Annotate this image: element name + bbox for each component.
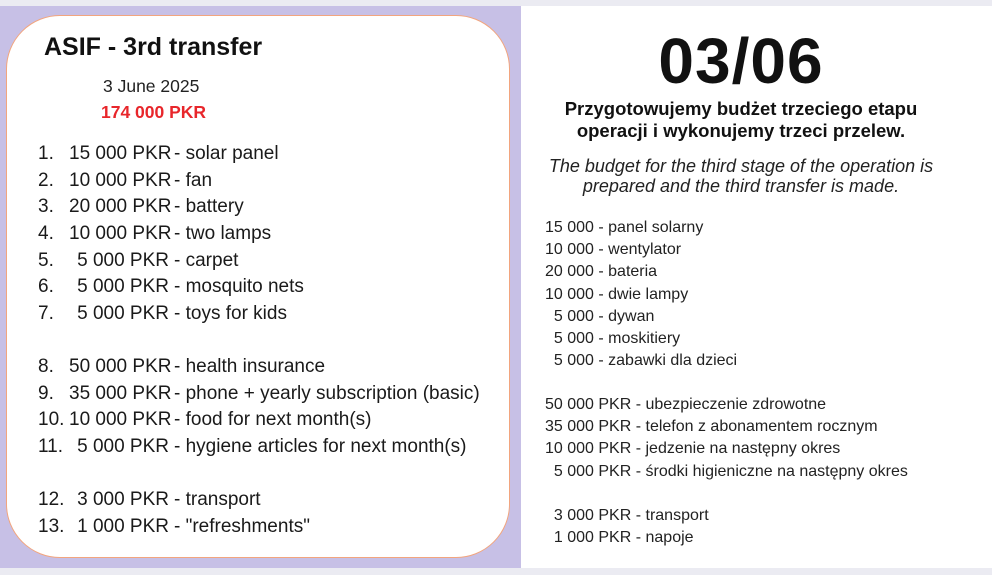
item-amount: 10 000 PKR [69, 169, 172, 191]
item-amount: 35 000 PKR [69, 382, 172, 404]
polish-heading [521, 98, 961, 142]
list-item: 5 000 - dywan [545, 307, 655, 325]
list-item: 35 000 PKR - telefon z abonamentem rocznym [545, 418, 878, 436]
item-amount: 1 000 PKR [77, 515, 169, 537]
item-label: - carpet [174, 249, 239, 271]
item-number: 4. [38, 223, 54, 245]
item-amount: 15 000 PKR [69, 143, 172, 164]
list-item: 1 000 PKR - napoje [545, 529, 694, 547]
item-label: - hygiene articles for next month(s) [174, 436, 467, 458]
polish-list-other [545, 505, 709, 549]
item-number: 1. [38, 143, 54, 164]
item-label: - solar panel [174, 143, 279, 164]
list-item [38, 354, 480, 381]
item-number: 3. [38, 196, 54, 218]
list-item: 5 000 - zabawki dla dzieci [545, 352, 738, 370]
item-amount: 3 000 PKR [77, 489, 169, 510]
item-label: - "refreshments" [174, 515, 310, 537]
item-number: 13. [38, 515, 65, 537]
item-label: - transport [174, 489, 261, 510]
item-amount: 5 000 PKR [77, 276, 169, 298]
item-label: - toys for kids [174, 303, 287, 325]
expense-list-equipment [38, 141, 304, 328]
list-item [38, 434, 480, 461]
transfer-card [6, 15, 510, 558]
item-number: 6. [38, 276, 54, 298]
polish-list-services [545, 394, 908, 483]
list-item [38, 301, 304, 328]
expense-list-services [38, 354, 480, 461]
list-item [38, 168, 304, 195]
polish-heading-line-1: Przygotowujemy budżet trzeciego etapu [564, 98, 918, 119]
card-title: ASIF - 3rd transfer [44, 33, 263, 61]
item-number: 9. [38, 382, 54, 404]
item-amount: 50 000 PKR [69, 356, 172, 377]
list-item [38, 221, 304, 248]
item-label: - mosquito nets [174, 276, 304, 298]
item-number: 12. [38, 489, 65, 510]
right-panel [521, 6, 992, 568]
expense-list-other [38, 487, 310, 540]
english-subtitle-line-2: prepared and the third transfer is made. [582, 176, 900, 196]
list-item [38, 248, 304, 275]
list-item [38, 381, 480, 408]
item-number: 5. [38, 249, 54, 271]
item-label: - fan [174, 169, 213, 191]
item-number: 2. [38, 169, 54, 191]
list-item [38, 274, 304, 301]
polish-heading-line-2: operacji i wykonujemy trzeci przelew. [576, 120, 906, 141]
list-item: 20 000 - bateria [545, 263, 658, 281]
item-number: 10. [38, 409, 65, 431]
list-item: 10 000 PKR - jedzenie na następny okres [545, 440, 841, 458]
english-subtitle [521, 156, 961, 196]
list-item: 5 000 PKR - środki higieniczne na następny okres [545, 462, 908, 480]
item-label: - battery [174, 196, 244, 218]
item-number: 11. [38, 436, 64, 458]
item-label: - health insurance [174, 356, 326, 377]
card-date: 3 June 2025 [103, 76, 200, 96]
item-label: - phone + yearly subscription (basic) [174, 382, 480, 404]
left-panel [0, 6, 521, 568]
item-amount: 10 000 PKR [69, 409, 172, 431]
item-label: - food for next month(s) [174, 409, 372, 431]
item-number: 7. [38, 303, 54, 325]
item-amount: 5 000 PKR [77, 303, 169, 325]
list-item: 10 000 - dwie lampy [545, 285, 689, 303]
card-total: 174 000 PKR [101, 102, 207, 122]
list-item: 15 000 - panel solarny [545, 219, 704, 236]
list-item [38, 514, 310, 541]
big-date: 03/06 [658, 25, 824, 97]
list-item [38, 194, 304, 221]
item-label: - two lamps [174, 223, 272, 245]
item-amount: 5 000 PKR [77, 436, 169, 458]
item-amount: 5 000 PKR [77, 249, 169, 271]
item-amount: 10 000 PKR [69, 223, 172, 245]
list-item: 10 000 - wentylator [545, 241, 682, 259]
item-number: 8. [38, 356, 54, 377]
list-item: 5 000 - moskitiery [545, 329, 681, 347]
list-item: 50 000 PKR - ubezpieczenie zdrowotne [545, 396, 827, 413]
list-item: 3 000 PKR - transport [545, 507, 709, 524]
list-item [38, 487, 310, 514]
list-item [38, 407, 480, 434]
polish-list-equipment [545, 217, 737, 372]
item-amount: 20 000 PKR [69, 196, 172, 218]
list-item [38, 141, 304, 168]
english-subtitle-line-1: The budget for the third stage of the operation is [548, 156, 934, 176]
